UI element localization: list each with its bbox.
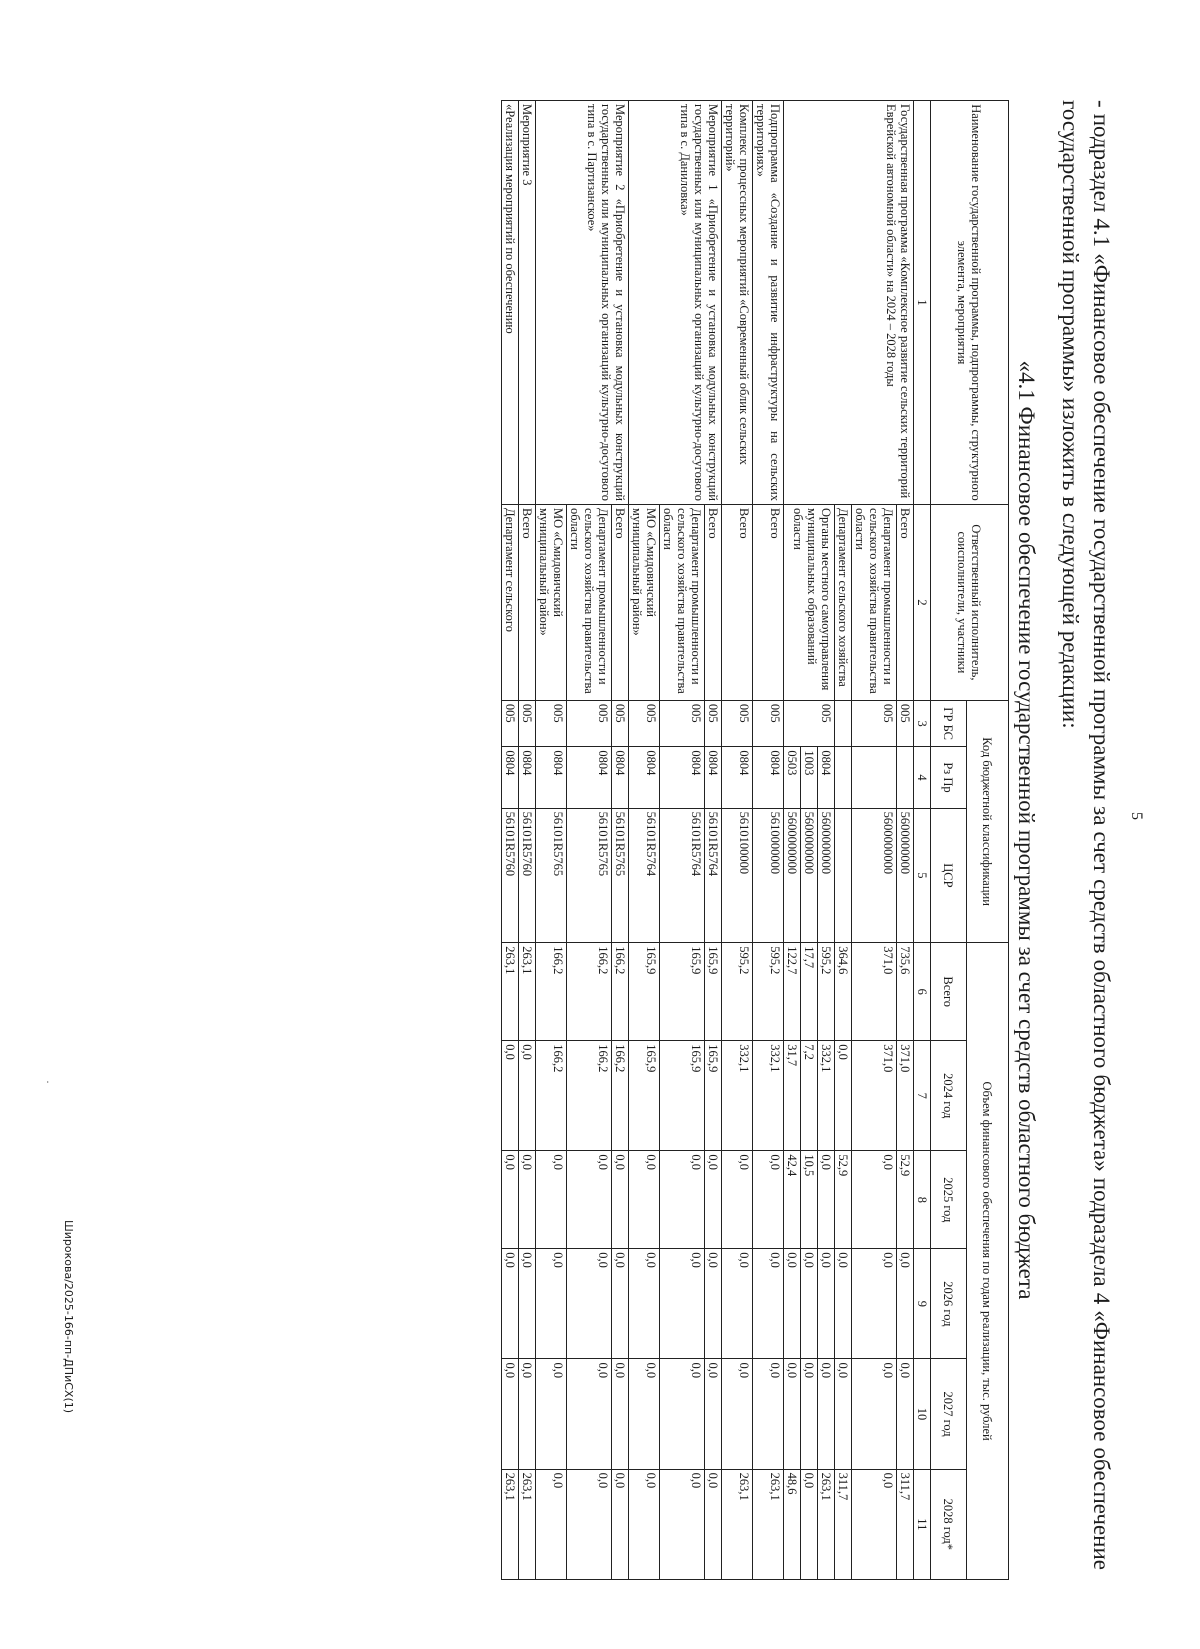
grbs-cell	[835, 700, 852, 747]
y2028-cell: 0,0	[801, 1469, 818, 1579]
executor-cell: Всего	[753, 505, 784, 701]
subprogram-name-cell: Подпрограмма «Создание и развитие инфраструктуры на сельских территориях»	[753, 101, 784, 505]
grbs-cell: 005	[536, 700, 567, 747]
grbs-cell: 005	[567, 700, 612, 747]
process-complex-name-cell: Комплекс процессных мероприятий «Современный облик сельских территорий»	[722, 101, 753, 505]
y2025-cell: 0,0	[502, 1151, 519, 1249]
table-row	[897, 101, 914, 1580]
executor-cell: Всего	[705, 505, 722, 701]
y2024-cell: 371,0	[897, 1041, 914, 1151]
y2025-cell: 0,0	[536, 1151, 567, 1249]
executor-cell: Всего	[612, 505, 629, 701]
y2028-cell: 263,1	[722, 1469, 753, 1579]
executor-cell: Департамент промышленности и сельского хозяйства правительства области	[660, 505, 705, 701]
column-number: 1	[914, 101, 931, 505]
rzpr-cell: 0804	[502, 747, 519, 808]
y2024-cell: 0,0	[519, 1041, 536, 1151]
header-total: Всего	[931, 943, 967, 1041]
csr-cell	[835, 808, 852, 943]
csr-cell: 5600000000	[784, 808, 801, 943]
csr-cell: 56101R5765	[567, 808, 612, 943]
grbs-cell: 005	[705, 700, 722, 747]
y2026-cell: 0,0	[722, 1249, 753, 1359]
y2025-cell: 0,0	[753, 1151, 784, 1249]
y2028-cell: 263,1	[519, 1469, 536, 1579]
rzpr-cell: 1003	[801, 747, 818, 808]
grbs-cell: 005	[897, 700, 914, 747]
executor-cell: Департамент промышленности и сельского хозяйства правительства области	[567, 505, 612, 701]
y2027-cell: 0,0	[852, 1359, 897, 1469]
header-volume: Объем финансового обеспечения по годам реализации, тыс. рублей	[967, 943, 1009, 1580]
y2024-cell: 165,9	[705, 1041, 722, 1151]
rzpr-cell: 0804	[612, 747, 629, 808]
y2024-cell: 166,2	[536, 1041, 567, 1151]
y2027-cell: 0,0	[818, 1359, 835, 1469]
executor-cell: Всего	[897, 505, 914, 701]
total-cell: 17,7	[801, 943, 818, 1041]
column-number: 10	[914, 1359, 931, 1469]
column-number-row	[914, 101, 931, 1580]
y2027-cell: 0,0	[660, 1359, 705, 1469]
y2027-cell: 0,0	[705, 1359, 722, 1469]
y2026-cell: 0,0	[629, 1249, 660, 1359]
y2028-cell: 263,1	[818, 1469, 835, 1579]
measure-3-name-cell: Мероприятие 3	[519, 101, 536, 505]
document-signature: Широкова/2025-166-пп-ДПиСХ(1)	[62, 1220, 75, 1414]
header-2024: 2024 год	[931, 1041, 967, 1151]
rzpr-cell	[835, 747, 852, 808]
section-title: «4.1 Финансовое обеспечение государственной программы за счет средств областного бюджета	[1014, 360, 1039, 1300]
csr-cell: 56101R5760	[502, 808, 519, 943]
y2028-cell: 48,6	[784, 1469, 801, 1579]
measure-1-name-cell: Мероприятие 1 «Приобретение и установка модульных конструкций государственных или муниципальных организаций культурно-досугового типа в с. Даниловка»	[629, 101, 722, 505]
y2024-cell: 332,1	[722, 1041, 753, 1151]
y2024-cell: 0,0	[502, 1041, 519, 1151]
y2026-cell: 0,0	[897, 1249, 914, 1359]
table-row	[722, 101, 753, 1580]
y2025-cell: 0,0	[629, 1151, 660, 1249]
csr-cell: 56101R5760	[519, 808, 536, 943]
total-cell: 165,9	[629, 943, 660, 1041]
total-cell: 595,2	[753, 943, 784, 1041]
grbs-cell: 005	[753, 700, 784, 747]
total-cell: 371,0	[852, 943, 897, 1041]
program-name-cell: Государственная программа «Комплексное развитие сельских территорий Еврейской автономной области» на 2024 – 2028 годы	[784, 101, 914, 505]
column-number: 3	[914, 700, 931, 747]
total-cell: 165,9	[660, 943, 705, 1041]
total-cell: 263,1	[502, 943, 519, 1041]
y2028-cell: 0,0	[612, 1469, 629, 1579]
total-cell: 165,9	[705, 943, 722, 1041]
column-number: 4	[914, 747, 931, 808]
y2024-cell: 332,1	[753, 1041, 784, 1151]
column-number: 9	[914, 1249, 931, 1359]
y2025-cell: 52,9	[897, 1151, 914, 1249]
y2027-cell: 0,0	[536, 1359, 567, 1469]
column-number: 7	[914, 1041, 931, 1151]
header-csr: ЦСР	[931, 808, 967, 943]
y2028-cell: 0,0	[629, 1469, 660, 1579]
y2025-cell: 0,0	[852, 1151, 897, 1249]
csr-cell: 56101R5765	[612, 808, 629, 943]
y2026-cell: 0,0	[567, 1249, 612, 1359]
total-cell: 122,7	[784, 943, 801, 1041]
total-cell: 735,6	[897, 943, 914, 1041]
rzpr-cell: 0804	[536, 747, 567, 808]
y2026-cell: 0,0	[818, 1249, 835, 1359]
y2024-cell: 7,2	[801, 1041, 818, 1151]
y2025-cell: 0,0	[612, 1151, 629, 1249]
y2026-cell: 0,0	[784, 1249, 801, 1359]
grbs-cell: 005	[784, 700, 835, 747]
y2026-cell: 0,0	[519, 1249, 536, 1359]
y2028-cell: 311,7	[835, 1469, 852, 1579]
intro-paragraph: - подраздел 4.1 «Финансовое обеспечение государственной программы за счет средств областного бюджета» подраздела 4 «Финансовое обеспечение государственной программы» изложить в следующей редакции:	[1058, 100, 1114, 1570]
y2027-cell: 0,0	[567, 1359, 612, 1469]
executor-cell: Департамент сельского хозяйства	[835, 505, 852, 701]
grbs-cell: 005	[852, 700, 897, 747]
csr-cell: 56101R5764	[660, 808, 705, 943]
total-cell: 166,2	[536, 943, 567, 1041]
rzpr-cell: 0804	[818, 747, 835, 808]
header-2027: 2027 год	[931, 1359, 967, 1469]
grbs-cell: 005	[722, 700, 753, 747]
executor-cell: Всего	[722, 505, 753, 701]
csr-cell: 56101R5764	[705, 808, 722, 943]
y2026-cell: 0,0	[612, 1249, 629, 1359]
grbs-cell: 005	[612, 700, 629, 747]
y2025-cell: 52,9	[835, 1151, 852, 1249]
column-number: 8	[914, 1151, 931, 1249]
header-grbs: ГР БС	[931, 700, 967, 747]
total-cell: 595,2	[722, 943, 753, 1041]
measure-3-description-cell: «Реализация мероприятий по обеспечению	[502, 101, 519, 505]
rzpr-cell: 0804	[567, 747, 612, 808]
y2027-cell: 0,0	[784, 1359, 801, 1469]
rotated-document-page	[41, 70, 1145, 1590]
total-cell: 166,2	[612, 943, 629, 1041]
y2026-cell: 0,0	[753, 1249, 784, 1359]
y2024-cell: 332,1	[818, 1041, 835, 1151]
header-2026: 2026 год	[931, 1249, 967, 1359]
table-row	[753, 101, 784, 1580]
header-rzpr: Рз Пр	[931, 747, 967, 808]
y2026-cell: 0,0	[660, 1249, 705, 1359]
csr-cell: 5600000000	[897, 808, 914, 943]
y2028-cell: 0,0	[660, 1469, 705, 1579]
grbs-cell: 005	[629, 700, 660, 747]
measure-2-name-cell: Мероприятие 2 «Приобретение и установка модульных конструкций государственных или муниципальных организаций культурно-досугового типа в с. Партизанское»	[536, 101, 629, 505]
y2024-cell: 371,0	[852, 1041, 897, 1151]
header-2028: 2028 год*	[931, 1469, 967, 1579]
total-cell: 595,2	[818, 943, 835, 1041]
executor-cell: Всего	[519, 505, 536, 701]
y2028-cell: 0,0	[705, 1469, 722, 1579]
total-cell: 263,1	[519, 943, 536, 1041]
y2026-cell: 0,0	[801, 1249, 818, 1359]
rzpr-cell: 0804	[519, 747, 536, 808]
csr-cell: 5600000000	[801, 808, 818, 943]
csr-cell: 5610100000	[722, 808, 753, 943]
header-2025: 2025 год	[931, 1151, 967, 1249]
y2024-cell: 0,0	[835, 1041, 852, 1151]
executor-cell: Органы местного самоуправления муниципальных образований области	[784, 505, 835, 701]
csr-cell: 56101R5764	[629, 808, 660, 943]
y2025-cell: 0,0	[705, 1151, 722, 1249]
y2025-cell: 0,0	[567, 1151, 612, 1249]
y2028-cell: 0,0	[852, 1469, 897, 1579]
executor-cell: МО «Смидовичский муниципальный район»	[629, 505, 660, 701]
executor-cell: Департамент сельского	[502, 505, 519, 701]
y2025-cell: 0,0	[660, 1151, 705, 1249]
y2027-cell: 0,0	[835, 1359, 852, 1469]
y2026-cell: 0,0	[536, 1249, 567, 1359]
y2027-cell: 0,0	[629, 1359, 660, 1469]
y2024-cell: 165,9	[629, 1041, 660, 1151]
table-row	[612, 101, 629, 1580]
csr-cell: 56101R5765	[536, 808, 567, 943]
y2028-cell: 0,0	[567, 1469, 612, 1579]
financing-table	[501, 100, 1009, 1580]
table-row	[519, 101, 536, 1580]
y2027-cell: 0,0	[612, 1359, 629, 1469]
y2025-cell: 0,0	[818, 1151, 835, 1249]
total-cell: 166,2	[567, 943, 612, 1041]
executor-cell: МО «Смидовичский муниципальный район»	[536, 505, 567, 701]
y2028-cell: 0,0	[536, 1469, 567, 1579]
rzpr-cell	[852, 747, 897, 808]
grbs-cell: 005	[660, 700, 705, 747]
financing-table-wrapper	[84, 100, 1009, 1580]
csr-cell: 5600000000	[818, 808, 835, 943]
stray-mark: ·	[41, 1080, 55, 1084]
y2024-cell: 31,7	[784, 1041, 801, 1151]
table-row	[502, 101, 519, 1580]
table-row	[705, 101, 722, 1580]
y2027-cell: 0,0	[897, 1359, 914, 1469]
y2028-cell: 263,1	[753, 1469, 784, 1579]
header-executor: Ответственный исполнитель, соисполнители, участники	[931, 505, 1009, 701]
y2026-cell: 0,0	[705, 1249, 722, 1359]
rzpr-cell	[897, 747, 914, 808]
page-number: 5	[1128, 812, 1145, 820]
column-number: 6	[914, 943, 931, 1041]
header-budget-code: Код бюджетной классификации	[967, 700, 1009, 942]
csr-cell: 5610000000	[753, 808, 784, 943]
grbs-cell: 005	[502, 700, 519, 747]
column-number: 2	[914, 505, 931, 701]
y2024-cell: 166,2	[567, 1041, 612, 1151]
column-number: 11	[914, 1469, 931, 1579]
rzpr-cell: 0804	[753, 747, 784, 808]
grbs-cell: 005	[519, 700, 536, 747]
y2027-cell: 0,0	[722, 1359, 753, 1469]
total-cell: 364,6	[835, 943, 852, 1041]
rzpr-cell: 0804	[629, 747, 660, 808]
y2024-cell: 166,2	[612, 1041, 629, 1151]
y2025-cell: 42,4	[784, 1151, 801, 1249]
rzpr-cell: 0804	[722, 747, 753, 808]
rzpr-cell: 0804	[705, 747, 722, 808]
y2025-cell: 0,0	[519, 1151, 536, 1249]
y2027-cell: 0,0	[801, 1359, 818, 1469]
y2025-cell: 10,5	[801, 1151, 818, 1249]
y2026-cell: 0,0	[852, 1249, 897, 1359]
y2026-cell: 0,0	[502, 1249, 519, 1359]
rzpr-cell: 0804	[660, 747, 705, 808]
csr-cell: 5600000000	[852, 808, 897, 943]
column-number: 5	[914, 808, 931, 943]
y2026-cell: 0,0	[835, 1249, 852, 1359]
rzpr-cell: 0503	[784, 747, 801, 808]
y2024-cell: 165,9	[660, 1041, 705, 1151]
y2025-cell: 0,0	[722, 1151, 753, 1249]
y2028-cell: 311,7	[897, 1469, 914, 1579]
y2027-cell: 0,0	[753, 1359, 784, 1469]
header-name: Наименование государственной программы, подпрограммы, структурного элемента, мероприятия	[931, 101, 1009, 505]
y2027-cell: 0,0	[502, 1359, 519, 1469]
y2027-cell: 0,0	[519, 1359, 536, 1469]
executor-cell: Департамент промышленности и сельского хозяйства правительства области	[852, 505, 897, 701]
y2028-cell: 263,1	[502, 1469, 519, 1579]
